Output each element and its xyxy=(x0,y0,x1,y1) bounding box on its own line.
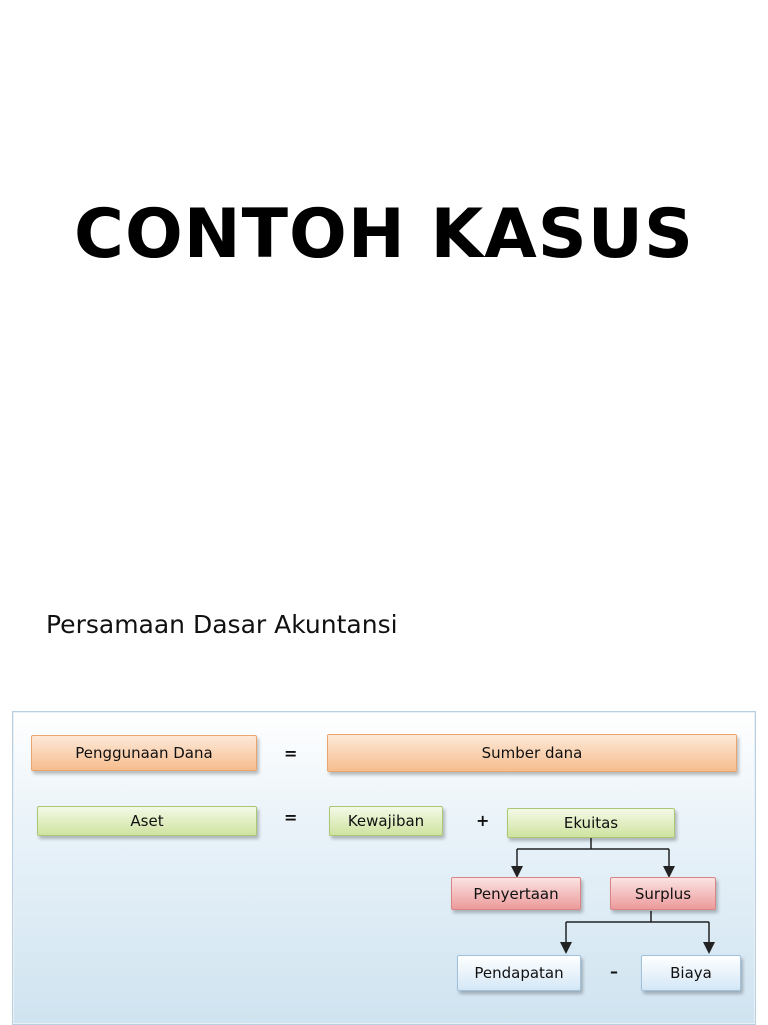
slide-subtitle: Persamaan Dasar Akuntansi xyxy=(46,610,398,639)
box-kewajiban: Kewajiban xyxy=(329,806,443,836)
box-biaya: Biaya xyxy=(641,955,741,991)
equals-sign-row1: = xyxy=(284,744,298,763)
box-surplus: Surplus xyxy=(610,877,716,910)
plus-sign: + xyxy=(476,811,490,830)
box-pendapatan: Pendapatan xyxy=(457,955,581,991)
slide-title: CONTOH KASUS xyxy=(74,195,694,274)
minus-sign: – xyxy=(610,962,618,981)
box-sumber-dana: Sumber dana xyxy=(327,734,737,772)
box-penggunaan-dana: Penggunaan Dana xyxy=(31,735,257,771)
box-penyertaan: Penyertaan xyxy=(451,877,581,910)
accounting-equation-diagram xyxy=(12,711,756,1025)
box-aset: Aset xyxy=(37,806,257,836)
equals-sign-row2: = xyxy=(284,808,298,827)
box-ekuitas: Ekuitas xyxy=(507,808,675,838)
